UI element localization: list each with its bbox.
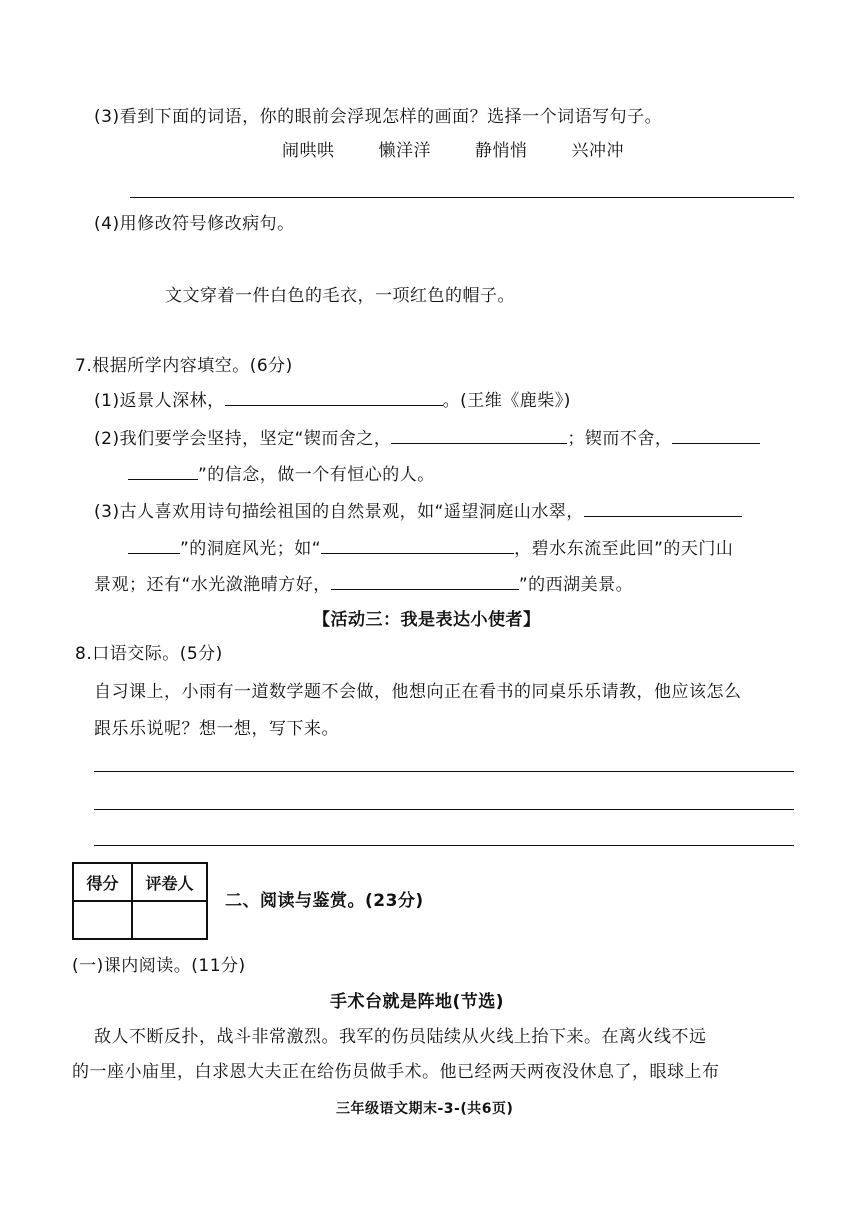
word-option: 兴冲冲 — [571, 141, 624, 161]
fill-blank[interactable] — [331, 573, 519, 590]
passage-line: 的一座小庙里，白求恩大夫正在给伤员做手术。他已经两天两夜没休息了，眼球上布 — [72, 1062, 720, 1082]
q7-1-text: (1)返景人深林， — [94, 391, 225, 411]
answer-line[interactable] — [130, 197, 794, 198]
q7-2 — [94, 427, 760, 450]
q7-2-text: (2)我们要学会坚持，坚定“锲而舍之， — [94, 429, 392, 449]
q7-3-text-e: ”的西湖美景。 — [518, 575, 634, 595]
word-option: 懒洋洋 — [378, 141, 431, 161]
fill-blank[interactable] — [128, 463, 198, 480]
fill-blank[interactable] — [128, 537, 180, 554]
answer-line[interactable] — [94, 845, 794, 846]
q7-1 — [94, 389, 571, 412]
q7-3 — [94, 500, 742, 523]
q7-3-text-c: ，碧水东流至此回”的天门山 — [514, 539, 734, 559]
q6-4-prompt: (4)用修改符号修改病句。 — [94, 214, 295, 234]
fill-blank[interactable] — [321, 537, 514, 554]
score-cell[interactable] — [73, 901, 132, 939]
page-footer: 三年级语文期末-3-(共6页) — [336, 1101, 514, 1117]
q8-title: 8.口语交际。(5分) — [75, 644, 223, 664]
fill-blank[interactable] — [391, 427, 567, 444]
score-table — [72, 862, 208, 940]
sub-section-title: (一)课内阅读。(11分) — [72, 956, 246, 976]
word-option: 闹哄哄 — [282, 141, 335, 161]
fill-blank[interactable] — [225, 389, 443, 406]
q6-3-prompt: (3)看到下面的词语，你的眼前会浮现怎样的画面？选择一个词语写句子。 — [94, 107, 663, 127]
section-2-title: 二、阅读与鉴赏。(23分) — [225, 891, 424, 911]
activity-heading: 【活动三：我是表达小使者】 — [313, 610, 541, 630]
grader-cell[interactable] — [132, 901, 207, 939]
score-header: 得分 — [73, 863, 132, 901]
word-option: 静悄悄 — [475, 141, 528, 161]
q7-3-text: (3)古人喜欢用诗句描绘祖国的自然景观，如“遥望洞庭山水翠， — [94, 502, 584, 522]
q7-2-text-end: ”的信念，做一个有恒心的人。 — [198, 465, 435, 485]
q7-3-text-b: ”的洞庭风光；如“ — [180, 539, 322, 559]
q7-2-text-mid: ；锲而不舍， — [567, 429, 673, 449]
q7-3-cont — [128, 537, 733, 560]
q6-3-word-list — [282, 140, 668, 162]
sick-sentence: 文文穿着一件白色的毛衣，一项红色的帽子。 — [165, 286, 515, 306]
passage-line: 敌人不断反扑，战斗非常激烈。我军的伤员陆续从火线上抬下来。在离火线不远 — [94, 1027, 707, 1047]
q8-body-2: 跟乐乐说呢？想一想，写下来。 — [94, 719, 339, 739]
q7-title: 7.根据所学内容填空。(6分) — [75, 356, 293, 376]
passage-title: 手术台就是阵地(节选) — [330, 992, 505, 1012]
fill-blank[interactable] — [672, 427, 760, 444]
q7-2-cont — [128, 463, 435, 486]
q8-body-1: 自习课上，小雨有一道数学题不会做，他想向正在看书的同桌乐乐请教，他应该怎么 — [94, 682, 742, 702]
q7-3-cont2 — [94, 573, 633, 596]
answer-line[interactable] — [94, 809, 794, 810]
answer-line[interactable] — [94, 771, 794, 772]
q7-1-source: 。(王维《鹿柴》) — [442, 391, 571, 411]
q7-3-text-d: 景观；还有“水光潋滟晴方好， — [94, 575, 331, 595]
fill-blank[interactable] — [584, 500, 742, 517]
grader-header: 评卷人 — [132, 863, 207, 901]
